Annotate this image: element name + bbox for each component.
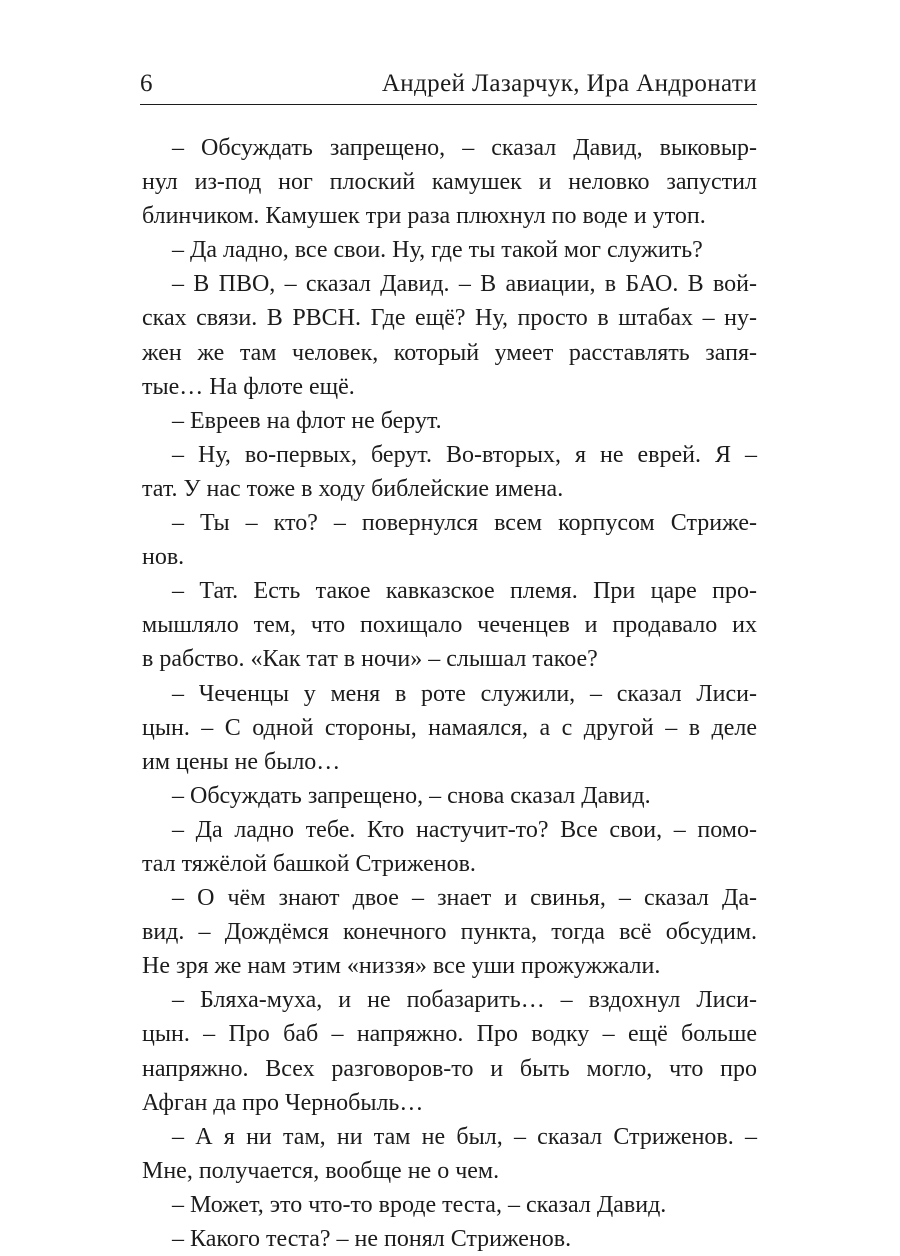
text-line: нул из-под ног плоский камушек и неловко запустил [142, 169, 757, 196]
text-line: – Может, это что-то вроде теста, – сказал Давид. [172, 1191, 667, 1218]
text-line: – Да ладно тебе. Кто настучит-то? Все свои, – помо- [172, 816, 757, 843]
text-line: Афган да про Чернобыль… [142, 1089, 424, 1116]
text-line: – Чеченцы у меня в роте служили, – сказал Лиси- [172, 680, 757, 707]
text-line: жен же там человек, который умеет расставлять запя- [142, 339, 757, 366]
running-title: Андрей Лазарчук, Ира Андронати [381, 70, 757, 97]
text-line: в рабство. «Как тат в ночи» – слышал такое? [142, 646, 598, 673]
text-line: блинчиком. Камушек три раза плюхнул по воде и утоп. [142, 203, 706, 230]
header-rule [140, 104, 757, 105]
text-line: – Ну, во-первых, берут. Во-вторых, я не еврей. Я – [172, 441, 757, 468]
text-line: – А я ни там, ни там не был, – сказал Стриженов. – [172, 1123, 757, 1150]
text-line: им цены не было… [142, 748, 341, 775]
text-line: – Бляха-муха, и не побазарить… – вздохнул Лиси- [172, 987, 757, 1014]
running-header [140, 66, 757, 102]
text-line: – Ты – кто? – повернулся всем корпусом Стриже- [172, 510, 757, 537]
text-line: цын. – С одной стороны, намаялся, а с другой – в деле [142, 714, 757, 741]
text-line: – О чём знают двое – знает и свинья, – сказал Да- [172, 885, 757, 912]
text-line: тат. У нас тоже в ходу библейские имена. [142, 475, 564, 502]
text-line: – Да ладно, все свои. Ну, где ты такой мог служить? [172, 237, 703, 264]
text-line: тал тяжёлой башкой Стриженов. [142, 850, 476, 877]
text-line: цын. – Про баб – напряжно. Про водку – ещё больше [142, 1021, 757, 1048]
text-line: Не зря же нам этим «низзя» все уши прожужжали. [142, 953, 661, 980]
body-text [142, 131, 757, 1256]
text-line: – Евреев на флот не берут. [172, 407, 442, 434]
text-line: вид. – Дождёмся конечного пункта, тогда всё обсудим. [142, 919, 757, 946]
text-line: Мне, получается, вообще не о чем. [142, 1157, 500, 1184]
text-line: нов. [142, 544, 185, 571]
text-line: сках связи. В РВСН. Где ещё? Ну, просто в штабах – ну- [142, 305, 757, 332]
page-number: 6 [140, 70, 153, 97]
text-line: – Какого теста? – не понял Стриженов. [172, 1226, 572, 1252]
text-line: тые… На флоте ещё. [142, 373, 355, 400]
text-line: – В ПВО, – сказал Давид. – В авиации, в БАО. В вой- [172, 271, 757, 298]
text-line: – Обсуждать запрещено, – снова сказал Давид. [172, 782, 651, 809]
text-line: напряжно. Всех разговоров-то и быть могло, что про [142, 1055, 757, 1082]
text-line: – Обсуждать запрещено, – сказал Давид, выковыр- [172, 135, 757, 161]
text-line: – Тат. Есть такое кавказское племя. При царе про- [172, 578, 757, 605]
text-line: мышляло тем, что похищало чеченцев и продавало их [142, 612, 757, 639]
